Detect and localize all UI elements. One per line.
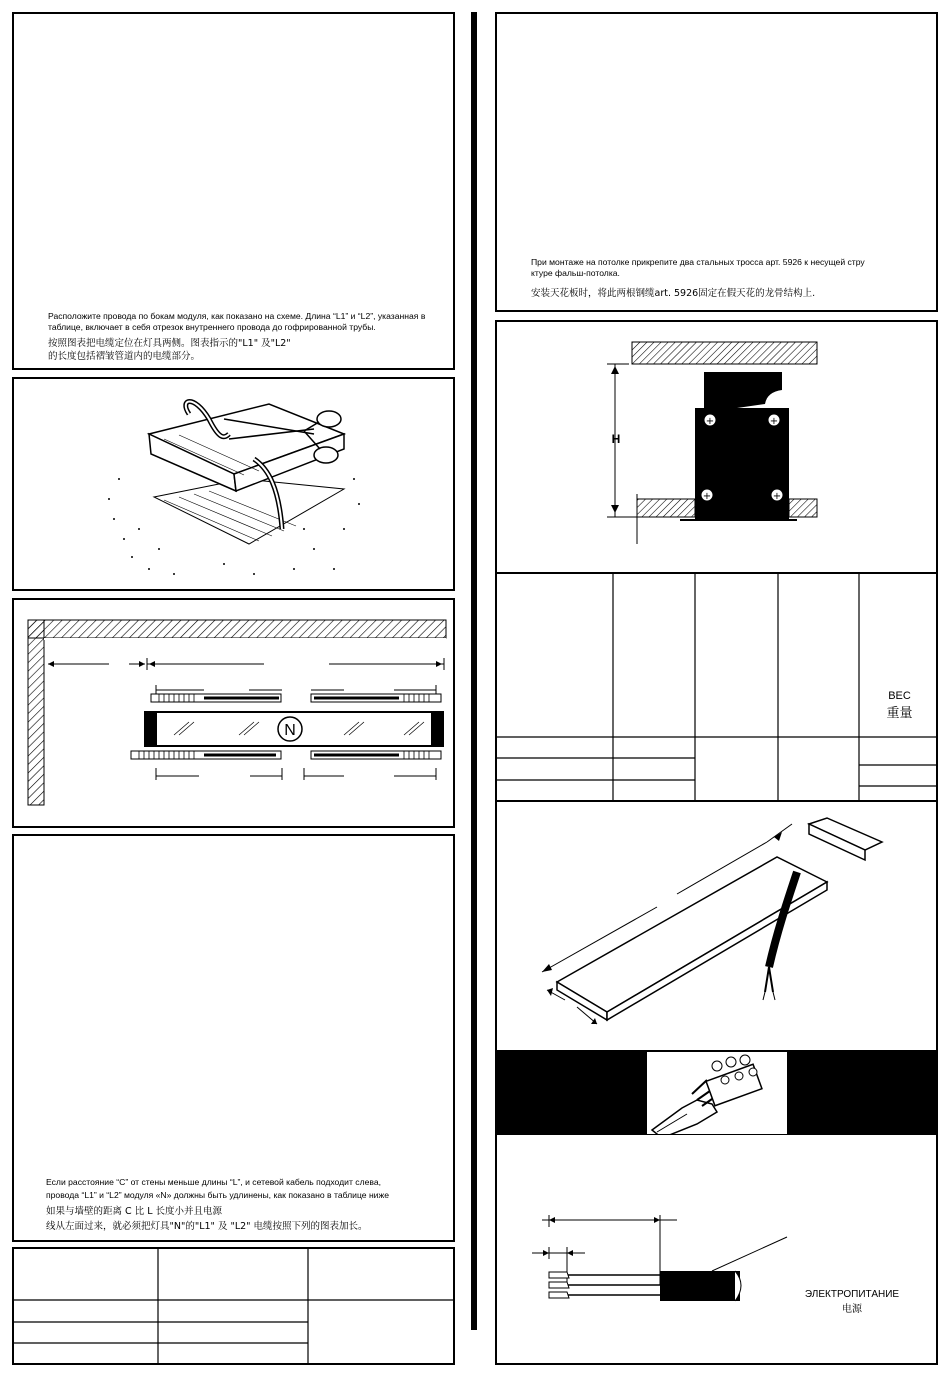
- cn-text-line-1: 如果与墙壁的距离 C 比 L 长度小并且电源: [46, 1206, 223, 1217]
- column-divider: [471, 12, 477, 1330]
- svg-text:+: +: [702, 491, 712, 502]
- instruction-panel-extend-cables: [12, 834, 455, 1242]
- ru-text-line-1: Расположите провода по бокам модуля, как показано на схеме. Длина “L1” и “L2”, указанная в: [48, 311, 426, 321]
- module-plan-diagram: [14, 600, 455, 828]
- svg-text:+: +: [772, 491, 782, 502]
- weight-label-ru: ВЕС: [888, 690, 911, 702]
- cn-text-line-2: 的长度包括褶皱管道内的电缆部分。: [48, 351, 201, 362]
- module-n-label: N: [284, 722, 296, 739]
- svg-text:+: +: [705, 416, 715, 427]
- ru-text-line-2: таблице, включает в себя отрезок внутреннего провода до гофрированной трубы.: [48, 322, 376, 332]
- table-grid: [14, 1249, 455, 1365]
- cn-text-line-2: 线从左面过来，就必须把灯具"N"的"L1" 及 "L2" 电缆按照下列的图表加长。: [46, 1221, 368, 1232]
- ru-text-line-2: ктуре фальш-потолка.: [531, 268, 620, 278]
- instruction-panel-ceiling-mount: [495, 12, 938, 312]
- weight-label-cn: 重量: [886, 706, 913, 721]
- power-cable-panel: [495, 1135, 938, 1365]
- cn-text: 安装天花板时，将此两根钢缆art. 5926固定在假天花的龙骨结构上.: [531, 288, 816, 299]
- connector-band-panel: [495, 1050, 938, 1136]
- svg-text:+: +: [769, 416, 779, 427]
- power-label-cn: 电源: [842, 1304, 862, 1315]
- ru-text-line-1: Если расстояние “C” от стены меньше длины “L”, и сетевой кабель подходит слева,: [46, 1177, 381, 1187]
- power-label-ru: ЭЛЕКТРОПИТАНИЕ: [804, 1289, 900, 1300]
- ceiling-section-panel: [495, 320, 938, 802]
- ru-text-line-1: При монтаже на потолке прикрепите два стальных тросса арт. 5926 к несущей стру: [531, 257, 865, 267]
- cn-text-line-1: 按照图表把电缆定位在灯具两侧。图表指示的"L1" 及"L2": [48, 338, 291, 349]
- weight-table-grid: [497, 574, 938, 802]
- terminal-block-illustration: [497, 1052, 938, 1136]
- instruction-panel-wire-position: [12, 12, 455, 370]
- cable-strip-diagram: [497, 1135, 938, 1365]
- cable-length-table: [12, 1247, 455, 1365]
- weight-table: [497, 572, 938, 802]
- module-cable-illustration: [497, 802, 938, 1052]
- plan-diagram-panel: [12, 598, 455, 828]
- height-label: H: [611, 432, 621, 446]
- module-scissors-illustration: [14, 379, 455, 591]
- illustration-panel-scissors: [12, 377, 455, 591]
- ru-text-line-2: провода “L1” и “L2” модуля «N» должны быть удлинены, как показано в таблице ниже: [46, 1190, 390, 1200]
- module-cable-panel: [495, 802, 938, 1052]
